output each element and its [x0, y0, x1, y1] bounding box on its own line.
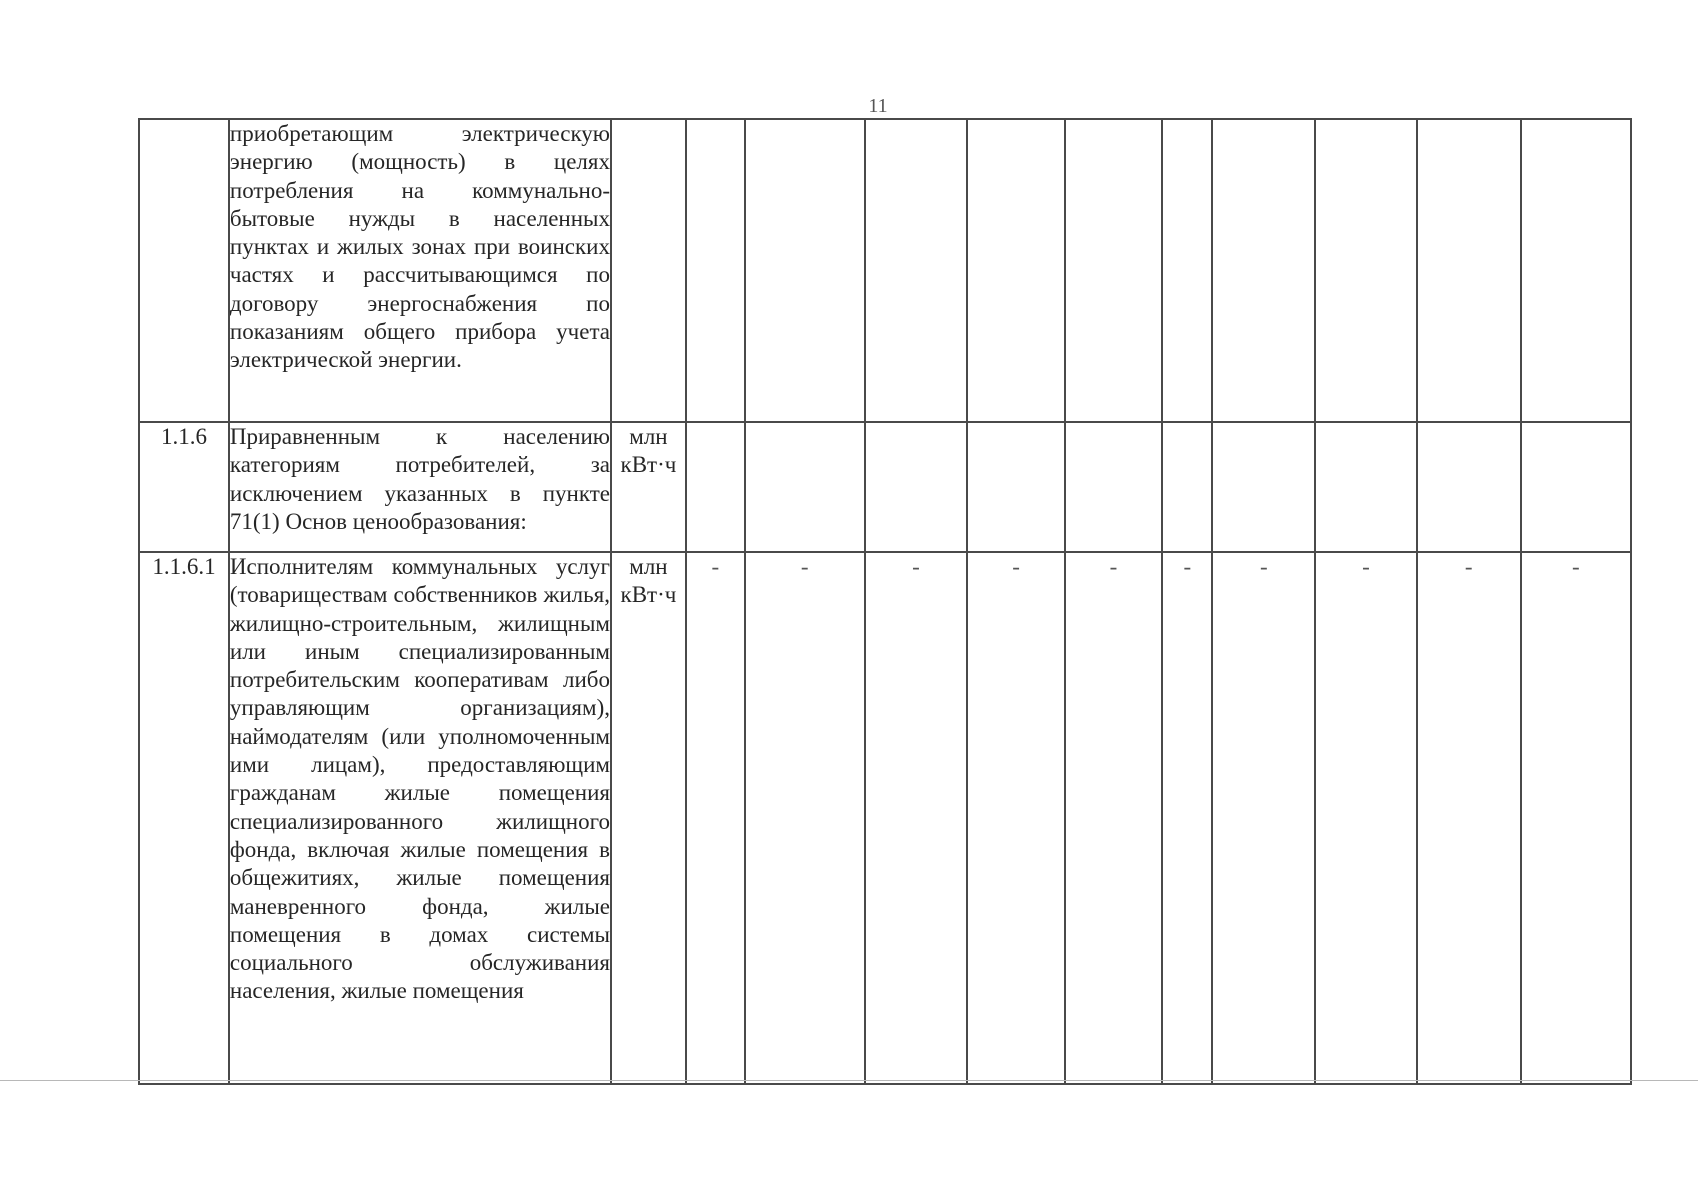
unit-cell: млн кВт·ч: [611, 552, 686, 1084]
value-cell: [745, 119, 865, 422]
value-cell: [1417, 119, 1521, 422]
value-cell: [686, 119, 745, 422]
value-cell: [1417, 422, 1521, 552]
value-cell: [1521, 422, 1631, 552]
value-cell: [865, 119, 968, 422]
value-cell: [1065, 119, 1162, 422]
value-cell: [967, 422, 1064, 552]
value-cell: [745, 422, 865, 552]
value-cell: [1315, 119, 1417, 422]
value-cell: [1315, 422, 1417, 552]
value-cell: [865, 422, 968, 552]
page-number: 11: [868, 95, 888, 117]
table-row: [139, 552, 1631, 1084]
scan-artifact-line: [0, 1080, 1698, 1081]
value-cell: [1162, 422, 1212, 552]
value-cell: -: [745, 552, 865, 1084]
value-cell: [1212, 422, 1315, 552]
value-cell: [1162, 119, 1212, 422]
table-row: [139, 119, 1631, 422]
value-cell: [1521, 119, 1631, 422]
value-cell: [686, 422, 745, 552]
value-cell: -: [1212, 552, 1315, 1084]
value-cell: -: [865, 552, 968, 1084]
row-description: Исполнителям коммунальных услуг (товариществам собственников жилья, жилищно-строительным, жилищным или иным специализированным потребительским кооперативам либо управляющим организациям), наймодателям (или уполномоченным ими лицам), предоставляющим гражданам жилые помещения специализированного жилищного фонда, включая жилые помещения в общежитиях, жилые помещения маневренного фонда, жилые помещения в домах системы социального обслуживания населения, жилые помещения: [229, 552, 611, 1084]
row-description: Приравненным к населению категориям потребителей, за исключением указанных в пункте 71(1) Основ ценообразования:: [229, 422, 611, 552]
row-number: 1.1.6.1: [139, 552, 229, 1084]
value-cell: [1065, 422, 1162, 552]
value-cell: -: [1521, 552, 1631, 1084]
data-table: [138, 118, 1632, 1085]
value-cell: -: [967, 552, 1064, 1084]
row-number: 1.1.6: [139, 422, 229, 552]
row-description: приобретающим электрическую энергию (мощность) в целях потребления на коммунально-бытовые нужды в населенных пунктах и жилых зонах при воинских частях и рассчитывающимся по договору энергоснабжения по показаниям общего прибора учета электрической энергии.: [229, 119, 611, 422]
row-number: [139, 119, 229, 422]
unit-cell: млн кВт·ч: [611, 422, 686, 552]
value-cell: -: [1315, 552, 1417, 1084]
value-cell: [967, 119, 1064, 422]
value-cell: -: [686, 552, 745, 1084]
value-cell: -: [1417, 552, 1521, 1084]
value-cell: -: [1065, 552, 1162, 1084]
value-cell: [1212, 119, 1315, 422]
unit-cell: [611, 119, 686, 422]
table-row: [139, 422, 1631, 552]
value-cell: -: [1162, 552, 1212, 1084]
